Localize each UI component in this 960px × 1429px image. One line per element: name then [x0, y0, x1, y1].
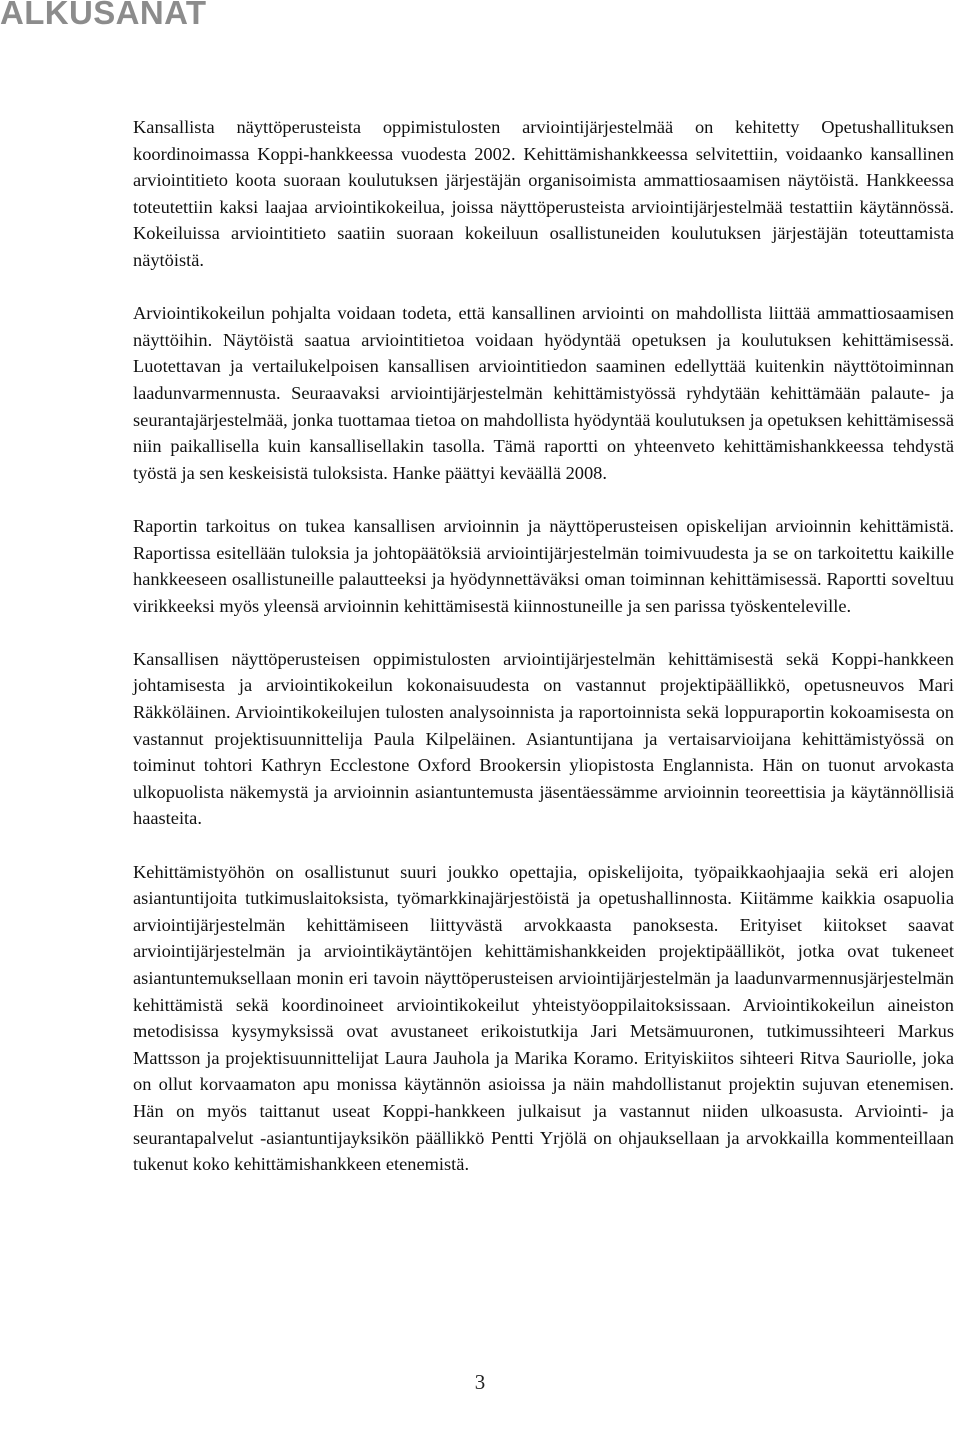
- page-number: 3: [474, 1370, 486, 1394]
- paragraph-5: Kehittämistyöhön on osallistunut suuri joukko opettajia, opiskelijoita, työpaikkaohjaajia sekä eri alojen asiantuntijoita tutkimuslaitoksista, työmarkkinajärjestöistä ja opetushallinnosta. Kiitämme kaikkia osapuolia arviointijärjestelmän kehittämiseen liittyvästä arvokkaasta panoksesta. Erityiset kiitokset saavat arviointijärjestelmän ja arviointikäytäntöjen kehittämishankkeiden projektipäälliköt, jotka ovat tukeneet asiantuntemuksellaan monin eri tavoin näyttöperusteisen arviointijärjestelmän ja laadunvarmennusjärjestelmän kehittämistä sekä koordinoineet arviointikokeilut yhteistyöoppilaitoksissaan. Arviointikokeilun aineiston metodisissa kysymyksissä ovat avustaneet erikoistutkija Jari Metsämuuronen, tutkimussihteeri Markus Mattsson ja projektisuunnittelijat Laura Jauhola ja Marika Koramo. Erityiskiitos sihteeri Ritva Sauriolle, joka on ollut korvaamaton apu monissa käytännön asioissa ja näin mahdollistanut projektin sujuvan etenemisen. Hän on myös taittanut useat Koppi-hankkeen julkaisut ja vastannut niiden ulkoasusta. Arviointi- ja seurantapalvelut -asiantuntijayksikön päällikkö Pentti Yrjölä on ohjauksellaan ja arvokkailla kommenteillaan tukenut koko kehittämishankkeen etenemistä.: [133, 861, 954, 1175]
- paragraph-4: Kansallisen näyttöperusteisen oppimistulosten arviointijärjestelmän kehittämisestä sekä Koppi-hankkeen johtamisesta ja arviointikokeilun kokonaisuudesta on vastannut projektipäällikkö, opetusneuvos Mari Räkköläinen. Arviointikokeilujen tulosten analysoinnista ja raportoinnista sekä loppuraportin kokoamisesta on vastannut projektisuunnittelija Paula Kilpeläinen. Asiantuntijana ja vertaisarvioijana kehittämistyössä on toiminut tohtori Kathryn Ecclestone Oxford Brookersin yliopistosta Englannista. Hän on tuonut arvokasta ulkopuolista näkemystä ja arvioinnin asiantuntemusta jäsentäessämme arvioinnin teoreettisia ja käytännöllisiä haasteita.: [133, 648, 954, 829]
- page-title: ALKUSANAT: [0, 0, 207, 31]
- paragraph-1: Kansallista näyttöperusteista oppimistulosten arviointijärjestelmää on kehitetty Opetushallituksen koordinoimassa Koppi-hankkeessa vuodesta 2002. Kehittämishankkeessa selvitettiin, voidaanko kansallinen arviointitieto koota suoraan koulutuksen järjestäjän organisoimista ammattiosaamisen näytöistä. Hankkeessa toteutettiin kaksi laajaa arviointikokeilua, joissa näyttöperusteista arviointijärjestelmää testattiin käytännössä. Kokeiluissa arviointitieto saatiin suoraan kokeiluun osallistuneiden koulutuksen järjestäjän toteuttamista näytöistä.: [133, 117, 954, 270]
- paragraph-3: Raportin tarkoitus on tukea kansallisen arvioinnin ja näyttöperusteisen opiskelijan arvioinnin kehittämistä. Raportissa esitellään tuloksia ja johtopäätöksiä arviointijärjestelmän toimivuudesta ja se on tarkoitettu kaikille hankkeeseen osallistuneille palautteeksi ja hyödynnettäväksi oman toiminnan kehittämisessä. Raportti soveltuu virikkeeksi myös yleensä arvioinnin kehittämisestä kiinnostuneille ja sen parissa työskenteleville.: [133, 515, 954, 616]
- paragraph-2: Arviointikokeilun pohjalta voidaan todeta, että kansallinen arviointi on mahdollista liittää ammattiosaamisen näyttöihin. Näytöistä saatua arviointitietoa voidaan hyödyntää opetuksen ja koulutuksen kehittämisessä. Luotettavan ja vertailukelpoisen kansallisen arviointitiedon saaminen edellyttää kuitenkin näyttötoiminnan laadunvarmennusta. Seuraavaksi arviointijärjestelmän kehittämistyössä ryhdytään kehittämään palaute- ja seurantajärjestelmää, jonka tuottamaa tietoa on mahdollista hyödyntää koulutuksen ja opetuksen kehittämisessä niin paikallisella kuin kansallisellakin tasolla. Tämä raportti on yhteenveto kehittämishankkeessa tehdystä työstä ja sen keskeisistä tuloksista. Hanke päättyi keväällä 2008.: [133, 303, 954, 483]
- body-text: [133, 114, 954, 1204]
